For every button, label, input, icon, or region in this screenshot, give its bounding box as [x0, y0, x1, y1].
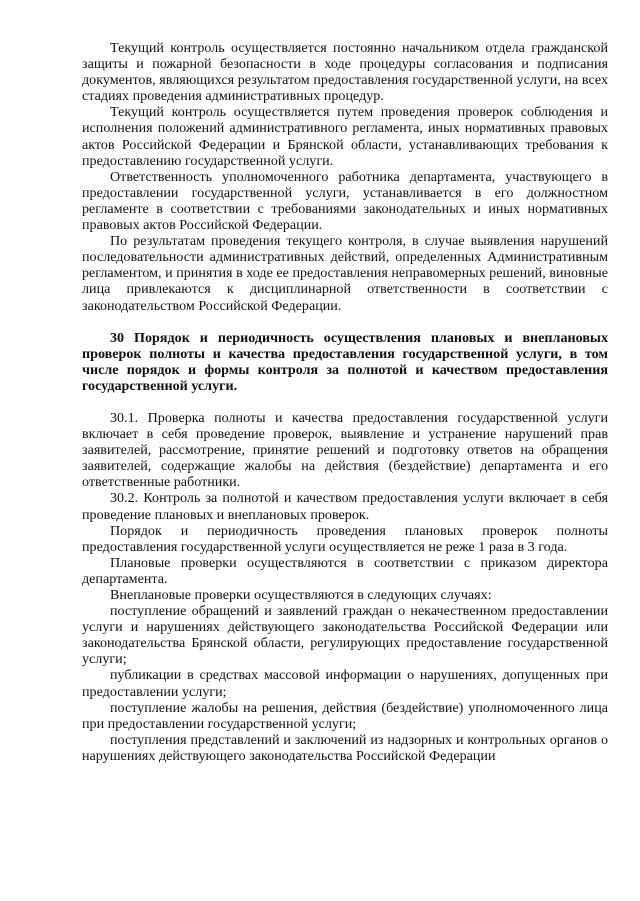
- paragraph-current-control-method: Текущий контроль осуществляется путем проведения проверок соблюдения и исполнения положений административного регламента, иных нормативных правовых актов Российской Федерации и Брянской области, устанавливающих требования к предоставлению государственной услуги.: [82, 104, 608, 169]
- paragraph-unplanned-cases: Внеплановые проверки осуществляются в следующих случаях:: [110, 587, 492, 603]
- paragraph-30-1: 30.1. Проверка полноты и качества предоставления государственной услуги включает в себя проведение проверок, выявление и устранение нарушений прав заявителей, рассмотрение, принятие решений и подготовку ответов на обращения заявителей, содержащие жалобы на действия (бездействие) департамента и его ответственные работники.: [82, 409, 608, 491]
- list-item-media: публикации в средствах массовой информации о нарушениях, допущенных при предоставлении услуги;: [82, 667, 608, 700]
- paragraph-responsibility: Ответственность уполномоченного работника департамента, участвующего в предоставлении государственной услуги, устанавливается в его должностном регламенте в соответствии с требованиями законодательных и иных нормативных правовых актов Российской Федерации.: [82, 168, 608, 234]
- list-item-supervisory: поступления представлений и заключений из надзорных и контрольных органов о нарушениях действующего законодательства Российской Федерации: [82, 731, 608, 764]
- paragraph-current-control-head: Текущий контроль осуществляется постоянно начальником отдела гражданской защиты и пожарной безопасности в ходе процедуры согласования и подписания документов, являющихся результатом предоставления государственной услуги, на всех стадиях проведения административных процедур.: [82, 40, 608, 105]
- document-body: [82, 40, 608, 764]
- list-item-complaints: поступление жалобы на решения, действия (бездействие) уполномоченного лица при предоставлении государственной услуги;: [82, 699, 608, 732]
- paragraph-planned-frequency: Порядок и периодичность проведения плановых проверок полноты предоставления государственной услуги осуществляется не реже 1 раза в 3 года.: [82, 522, 608, 555]
- paragraph-planned-order: Плановые проверки осуществляются в соответствии с приказом директора департамента.: [82, 554, 608, 587]
- paragraph-results: По результатам проведения текущего контроля, в случае выявления нарушений последовательности административных действий, определенных Административным регламентом, и принятия в ходе ее предоставления неправомерных решений, виновные лица привлекаются к дисциплинарной ответственности в соответствии с законодательством Российской Федерации.: [82, 233, 608, 314]
- list-item-appeals: поступление обращений и заявлений граждан о некачественном предоставлении услуги и нарушениях действующего законодательства Российской Федерации или законодательства Брянской области, регулирующих предоставление государственной услуги;: [82, 603, 608, 668]
- section-heading-30: 30 Порядок и периодичность осуществления плановых и внеплановых проверок полноты и качества предоставления государственной услуги, в том числе порядок и формы контроля за полнотой и качеством предоставления государственной услуги.: [82, 329, 608, 394]
- paragraph-30-2: 30.2. Контроль за полнотой и качеством предоставления услуги включает в себя проведение плановых и внеплановых проверок.: [82, 490, 608, 523]
